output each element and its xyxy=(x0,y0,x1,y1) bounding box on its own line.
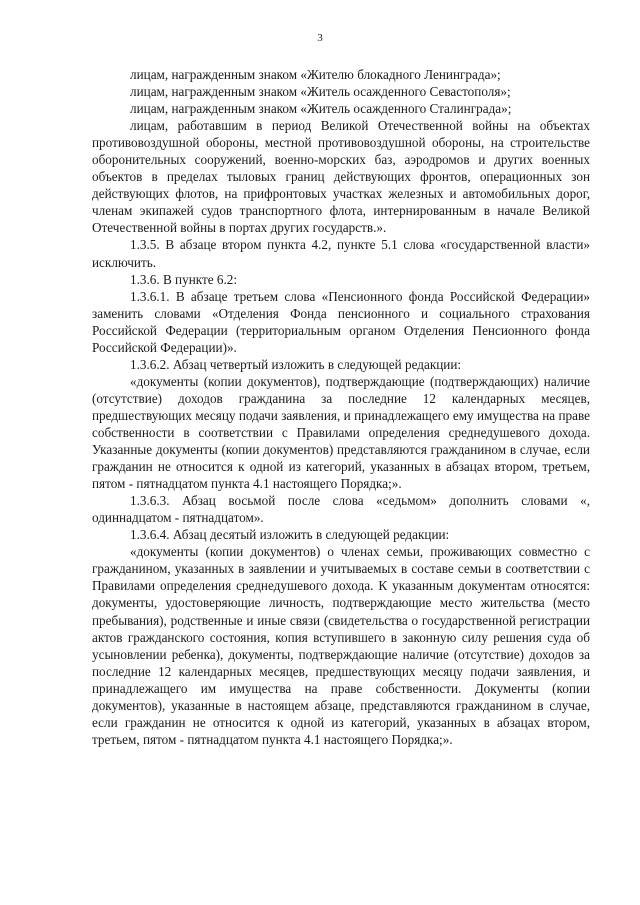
paragraph: 1.3.6.2. Абзац четвертый изложить в следующей редакции: xyxy=(130,356,462,372)
paragraph: 1.3.5. В абзаце втором пункта 4.2, пункте 5.1 слова «государственной власти» исключить. xyxy=(92,237,590,270)
document-body xyxy=(92,66,590,748)
paragraph: лицам, награжденным знаком «Жителю блокадного Ленинграда»; xyxy=(130,67,501,82)
paragraph: лицам, награжденным знаком «Житель осажденного Сталинграда»; xyxy=(130,101,512,117)
paragraph: лицам, работавшим в период Великой Отечественной войны на объектах противовоздушной обороны, местной противовоздушной обороны, на строительстве оборонительных сооружений, военно-морских баз, аэродромов и других военных объектов в пределах тыловых границ действующих фронтов, операционных зон действующих флотов, на прифронтовых участках железных и автомобильных дорог, членам экипажей судов транспортного флота, интернированным в начале Великой Отечественной войны в портах других государств.». xyxy=(92,118,590,236)
paragraph: 1.3.6.4. Абзац десятый изложить в следующей редакции: xyxy=(130,527,450,543)
paragraph: 1.3.6.3. Абзац восьмой после слова «седьмом» дополнить словами «, одиннадцатом - пятнадцатом». xyxy=(92,493,590,526)
paragraph: «документы (копии документов), подтверждающие (подтверждающих) наличие (отсутствие) доходов гражданина за последние 12 календарных месяцев, предшествующих месяцу подачи заявления, и принадлежащего ему имущества на праве собственности в соответствии с Правилами определения среднедушевого дохода. Указанные документы (копии документов) представляются гражданином в случае, если гражданин не относится к одной из категорий, указанных в абзацах втором, третьем, пятом - пятнадцатом пункта 4.1 настоящего Порядка;». xyxy=(92,373,590,492)
paragraph: 1.3.6. В пункте 6.2: xyxy=(130,271,238,287)
paragraph: лицам, награжденным знаком «Житель осажденного Севастополя»; xyxy=(130,84,511,100)
page-number: 3 xyxy=(317,32,323,44)
paragraph: 1.3.6.1. В абзаце третьем слова «Пенсионного фонда Российской Федерации» заменить словами «Отделения Фонда пенсионного и социального страхования Российской Федерации (территориальным органом Отделения Пенсионного фонда Российской Федерации)». xyxy=(92,288,590,355)
paragraph: «документы (копии документов) о членах семьи, проживающих совместно с гражданином, указанных в заявлении и учитываемых в составе семьи в соответствии с Правилами определения среднедушевого дохода. К указанным документам относятся: документы, удостоверяющие личность, подтверждающие место жительства (место пребывания), родственные и иные связи (свидетельства о государственной регистрации актов гражданского состояния, копия вступившего в законную силу решения суда об усыновлении ребенка), документы, подтверждающие наличие (отсутствие) доходов за последние 12 календарных месяцев, предшествующих месяцу подачи заявления, и принадлежащего им имущества на праве собственности. Документы (копии документов), указанные в настоящем абзаце, представляются гражданином в случае, если гражданин не относится к одной из категорий, указанных в абзацах втором, третьем, пятом - пятнадцатом пункта 4.1 настоящего Порядка;». xyxy=(92,544,590,747)
